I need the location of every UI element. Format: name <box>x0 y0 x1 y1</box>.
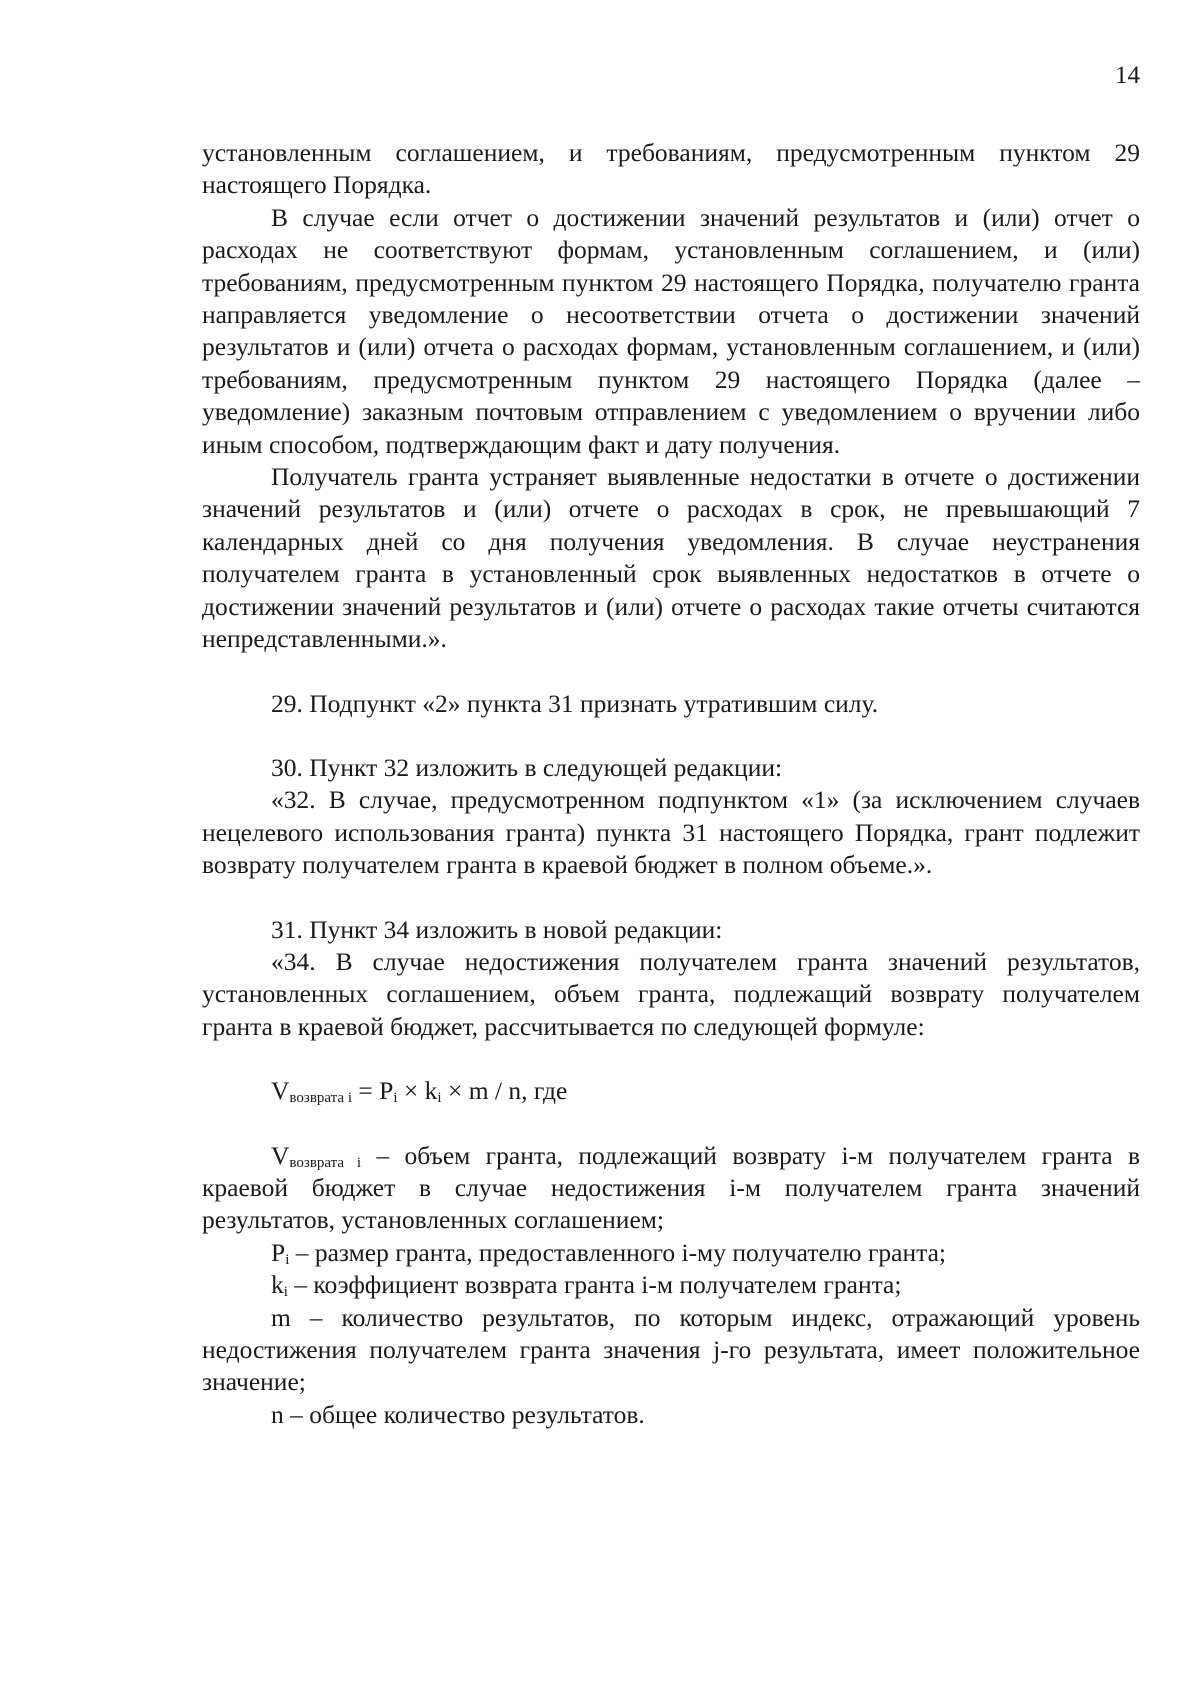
paragraph-report-mismatch: В случае если отчет о достижении значений результатов и (или) отчет о расходах не соответствуют формам, установленным соглашением, и (или) требованиям, предусмотренным пунктом 29 настоящего Порядка, получателю гранта направляется уведомление о несоответствии отчета о достижении значений результатов и (или) отчета о расходах формам, установленным соглашением, и (или) требованиям, предусмотренным пунктом 29 настоящего Порядка (далее – уведомление) заказным почтовым отправлением с уведомлением о вручении либо иным способом, подтверждающим факт и дату получения. <box>202 202 1140 459</box>
document-body <box>202 137 1140 1431</box>
paragraph-continuation: установленным соглашением, и требованиям, предусмотренным пунктом 29 настоящего Порядка. <box>202 138 1140 200</box>
formula-p-subscript: i <box>393 1090 398 1107</box>
item-30-heading: 30. Пункт 32 изложить в следующей редакции: <box>271 752 783 782</box>
definition-n: n – общее количество результатов. <box>271 1399 645 1429</box>
formula-v-subscript: возврата i <box>289 1090 352 1107</box>
definition-subscript: i <box>285 1251 290 1268</box>
definition-symbol: P <box>271 1237 286 1267</box>
item-30-text: «32. В случае, предусмотренном подпунктом «1» (за исключением случаев нецелевого использования гранта) пункта 31 настоящего Порядка, грант подлежит возврату получателем гранта в краевой бюджет в полном объеме.». <box>202 785 1140 880</box>
definition-subscript: i <box>283 1284 288 1301</box>
page-number: 14 <box>1115 62 1140 89</box>
definition-m: m – количество результатов, по которым индекс, отражающий уровень недостижения получателем гранта значения j-го результата, имеет положительное значение; <box>202 1302 1140 1397</box>
definition-p <box>202 1237 1140 1269</box>
definition-text: – размер гранта, предоставленного i-му получателю гранта; <box>289 1237 946 1267</box>
formula-part: × k <box>397 1076 438 1106</box>
definition-k <box>202 1269 1140 1301</box>
definition-text: – коэффициент возврата гранта i-м получателем гранта; <box>287 1270 902 1300</box>
definition-symbol: V <box>271 1140 290 1170</box>
paragraph-deficiency-correction: Получатель гранта устраняет выявленные недостатки в отчете о достижении значений результатов и (или) отчете о расходах в срок, не превышающий 7 календарных дней со дня получения уведомления. В случае неустранения получателем гранта в установленный срок выявленных недостатков в отчете о достижении значений результатов и (или) отчете о расходах такие отчеты считаются непредставленными.». <box>202 462 1140 654</box>
definition-subscript: возврата i <box>289 1154 362 1171</box>
formula-part: × m / n, где <box>441 1076 568 1106</box>
formula-k-subscript: i <box>437 1090 442 1107</box>
return-formula <box>202 1075 1140 1107</box>
definition-text: – объем гранта, подлежащий возврату i-м получателем гранта в краевой бюджет в случае недостижения i-м получателем гранта значений результатов, установленных соглашением; <box>202 1140 1140 1235</box>
formula-v: V <box>271 1076 290 1106</box>
definition-v <box>202 1140 1140 1237</box>
formula-part: = P <box>352 1076 394 1106</box>
item-31-heading: 31. Пункт 34 изложить в новой редакции: <box>271 914 723 944</box>
definition-symbol: k <box>271 1270 284 1300</box>
item-31-text: «34. В случае недостижения получателем гранта значений результатов, установленных соглашением, объем гранта, подлежащий возврату получателем гранта в краевой бюджет, рассчитывается по следующей формуле: <box>202 946 1140 1041</box>
item-29: 29. Подпункт «2» пункта 31 признать утратившим силу. <box>271 688 879 718</box>
